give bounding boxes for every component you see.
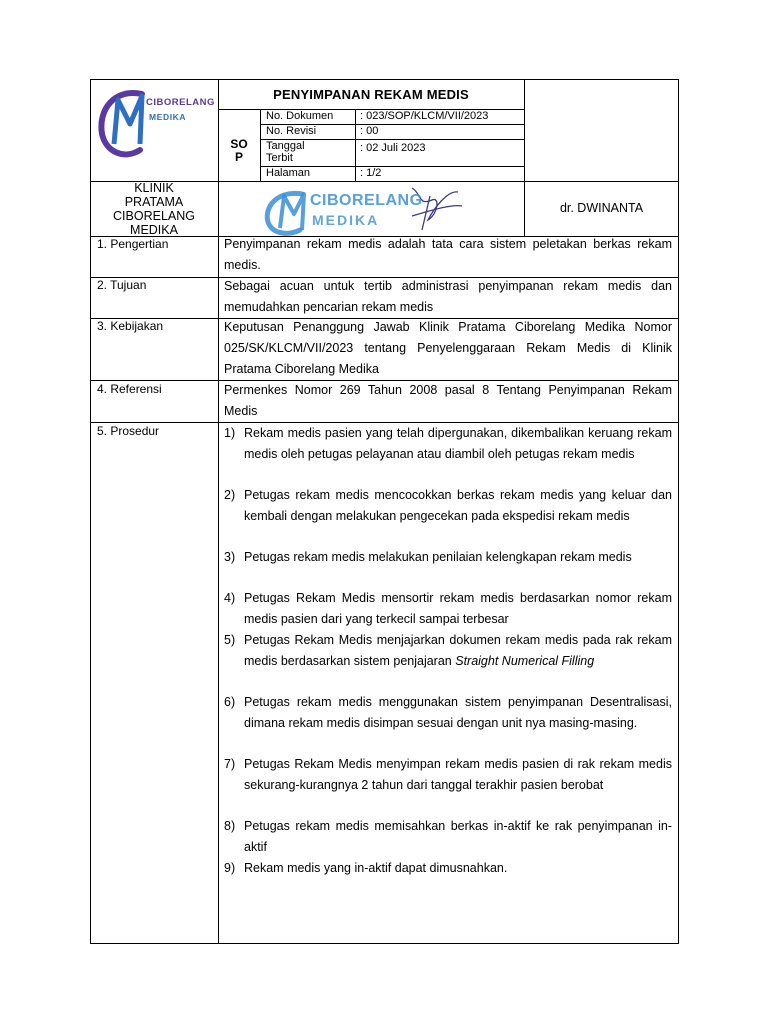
meta-label-no-dokumen: No. Dokumen [266,110,334,122]
procedure-text [244,630,672,672]
procedure-text-main: Petugas Rekam Medis menjajarkan dokumen rekam medis pada rak rekam medis berdasarkan sistem penjajaran [244,633,672,668]
procedure-number: 7) [224,757,236,771]
section-text-pengertian: Penyimpanan rekam medis adalah tata cara sistem peletakan berkas rekam medis. [224,237,672,272]
section-label-tujuan: 2. Tujuan [97,278,147,292]
procedure-text: Petugas rekam medis melakukan penilaian kelengkapan rekam medis [244,550,632,564]
section-text-kebijakan: Keputusan Penanggung Jawab Klinik Pratama Ciborelang Medika Nomor 025/SK/KLCM/VII/2023 tentang Penyelenggaraan Rekam Medis di Klinik Pratama Ciborelang Medika [224,320,672,376]
clinic-name: KLINIK PRATAMA CIBORELANG MEDIKA [113,181,195,237]
logo-text-top: CIBORELANG [146,97,215,108]
meta-value-no-dokumen: : 023/SOP/KLCM/VII/2023 [360,110,489,122]
procedure-number: 1) [224,426,236,440]
clinic-stamp [262,186,462,236]
section-text-referensi: Permenkes Nomor 269 Tahun 2008 pasal 8 Tentang Penyimpanan Rekam Medis [224,383,672,418]
procedure-text: Petugas rekam medis menggunakan sistem penyimpanan Desentralisasi, dimana rekam medis disimpan sesuai dengan unit nya masing-masing. [244,695,672,730]
divider [260,109,261,181]
logo-text-bottom: MEDIKA [149,112,187,122]
clinic-logo [94,82,216,178]
procedure-text: Petugas Rekam Medis mensortir rekam medis berdasarkan nomor rekam medis pasien dari yang terkecil sampai terbesar [244,591,672,626]
procedure-text: Petugas rekam medis memisahkan berkas in-aktif ke rak penyimpanan in-aktif [244,819,672,854]
procedure-text: Rekam medis yang in-aktif dapat dimusnahkan. [244,861,508,875]
meta-value-no-revisi: : 00 [360,125,379,137]
divider [355,109,356,181]
procedure-text: Rekam medis pasien yang telah dipergunakan, dikembalikan keruang rekam medis oleh petugas pelayanan atau diambil oleh petugas rekam medis [244,426,672,461]
procedure-number: 2) [224,488,236,502]
procedure-number: 8) [224,819,236,833]
procedure-number: 6) [224,695,236,709]
meta-label-tanggal-terbit: Tanggal Terbit [266,140,305,164]
signatory-name: dr. DWINANTA [559,201,644,215]
procedure-text-italic: Straight Numerical Filling [455,653,595,668]
divider [218,79,219,944]
procedure-number: 4) [224,591,236,605]
stamp-text-top: CIBORELANG [310,192,423,209]
procedure-text: Petugas rekam medis mencocokkan berkas rekam medis yang keluar dan kembali dengan melakukan pengecekan pada ekspedisi rekam medis [244,488,672,523]
section-text-tujuan: Sebagai acuan untuk tertib administrasi penyimpanan rekam medis dan memudahkan pencarian rekam medis [224,279,672,314]
section-label-prosedur: 5. Prosedur [97,424,160,438]
meta-value-tanggal-terbit: : 02 Juli 2023 [360,142,426,154]
meta-value-halaman: : 1/2 [360,167,382,179]
procedure-text: Petugas Rekam Medis menyimpan rekam medis pasien di rak rekam medis sekurang-kurangnya 2 tahun dari tanggal terakhir pasien berobat [244,757,672,792]
section-label-pengertian: 1. Pengertian [97,237,169,251]
meta-label-halaman: Halaman [266,167,311,179]
section-label-referensi: 4. Referensi [97,382,162,396]
page-title: PENYIMPANAN REKAM MEDIS [273,87,469,102]
sop-label: SO P [230,137,248,164]
stamp-text-bottom: MEDIKA [312,212,380,228]
procedure-number: 5) [224,633,236,647]
section-label-kebijakan: 3. Kebijakan [97,319,164,333]
procedure-number: 3) [224,550,236,564]
meta-label-no-revisi: No. Revisi [266,125,317,137]
procedure-number: 9) [224,861,236,875]
